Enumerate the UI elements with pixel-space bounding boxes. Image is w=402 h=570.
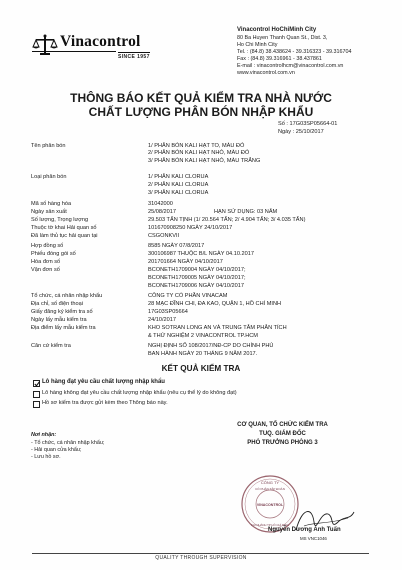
label-contract: Hợp đồng số <box>31 243 64 249</box>
label-sampling-location: Địa điểm lấy mẫu kiểm tra <box>31 325 96 331</box>
check-icon <box>34 381 40 387</box>
fertilizer-type-3: 3/ PHÂN KALI CLORUA <box>148 190 209 196</box>
label-sampling-date: Ngày lấy mẫu kiểm tra <box>31 317 87 323</box>
label-invoice: Hóa đơn số <box>31 259 61 265</box>
address: 28 MẠC ĐĨNH CHI, ĐA KAO, QUẬN 1, HỒ CHÍ MINH <box>148 301 282 307</box>
seal-ring-mid: CỔ PHẦN TẬP ĐOÀN <box>255 487 285 491</box>
label-quantity: Số lượng, Trọng lượng <box>31 217 89 223</box>
fertilizer-name-2: 2/ PHÂN BÓN KALI HẠT NHỎ, MÀU ĐỎ <box>148 150 250 156</box>
label-production-date: Ngày sản xuất <box>31 209 67 215</box>
label-bill-of-lading: Vận đơn số <box>31 267 60 273</box>
header-rule <box>32 51 116 52</box>
bill-of-lading-3: BCONETH1709006 NGÀY 04/10/2017 <box>148 283 244 289</box>
customs-office: CSGONKVII <box>148 233 180 239</box>
label-customs-office: Đã làm thủ tục hải quan tại <box>31 233 98 239</box>
result-pass-checkbox[interactable] <box>33 380 40 387</box>
label-importer: Tổ chức, cá nhân nhập khẩu <box>31 293 103 299</box>
recipient-1: - Tổ chức, cá nhân nhập khẩu; <box>31 440 105 446</box>
result-fail-label: Lô hàng không đạt yêu cầu chất lượng nhập khẩu (nêu cụ thể lý do không đạt) <box>42 390 237 396</box>
sampling-location-2: & THỬ NGHIỆM 2 VINACONTROL TP.HCM <box>148 333 258 339</box>
company-address-2: Ho Chi Minh City <box>237 42 278 48</box>
brand-since: SINCE 1957 <box>118 54 150 60</box>
footer-rule <box>32 553 369 554</box>
seal-center: CHI NHÁNH TP HỒ CHÍ MINH <box>250 523 290 527</box>
footer-slogan: QUALITY THROUGH SUPERVISION <box>155 555 247 561</box>
brand-name: Vinacontrol <box>60 33 141 50</box>
hs-code: 31042000 <box>148 201 173 207</box>
vinacontrol-logo-icon <box>32 34 58 56</box>
recipient-2: - Hải quan cửa khẩu; <box>31 447 82 453</box>
company-name: Vinacontrol HoChiMinh City <box>237 27 317 33</box>
invoice: 201701664 NGÀY 04/10/2017 <box>148 259 223 265</box>
result-dossier-label: Hồ sơ kiểm tra được gửi kèm theo Thông báo này. <box>42 400 168 406</box>
signatory-line-2: TUQ. GIÁM ĐỐC <box>259 431 306 437</box>
company-address-1: 80 Ba Huyen Thanh Quan St., Dist. 3, <box>237 35 328 41</box>
fertilizer-type-1: 1/ PHÂN KALI CLORUA <box>148 174 209 180</box>
label-legal-basis: Căn cứ kiểm tra <box>31 343 71 349</box>
signatory-org: CƠ QUAN, TỔ CHỨC KIỂM TRA <box>237 422 328 428</box>
document-number: Số : 17G03SP05664-01 <box>278 121 338 127</box>
importer: CÔNG TY CỔ PHẦN VINACAM <box>148 293 228 299</box>
recipients-heading: Nơi nhận: <box>31 432 57 438</box>
production-date: 25/08/2017 <box>148 209 176 215</box>
label-hs-code: Mã số hàng hóa <box>31 201 72 207</box>
result-pass-label: Lô hàng đạt yêu cầu chất lượng nhập khẩu <box>42 379 165 385</box>
label-fertilizer-type: Loại phân bón <box>31 174 67 180</box>
fertilizer-name-1: 1/ PHÂN BÓN KALI HẠT TO, MÀU ĐỎ <box>148 143 245 149</box>
label-fertilizer-name: Tên phân bón <box>31 143 66 149</box>
signatory-line-3: PHÓ TRƯỞNG PHÒNG 3 <box>247 440 318 446</box>
bill-of-lading-1: BCONETH1709004 NGÀY 04/10/2017; <box>148 267 246 273</box>
document-title-line-2: CHẤT LƯỢNG PHÂN BÓN NHẬP KHẨU <box>88 105 314 119</box>
seal-ring-bottom: VINACONTROL <box>256 503 284 507</box>
company-tel: Tel. : (84.8) 38.438624 - 39.316323 - 39.316704 <box>237 49 352 55</box>
result-dossier-checkbox[interactable] <box>33 401 40 408</box>
legal-basis-1: NGHỊ ĐỊNH SỐ 108/2017/NĐ-CP DO CHÍNH PHỦ <box>148 343 274 349</box>
signatory-ms: MS VNC1046 <box>300 536 327 541</box>
recipient-3: - Lưu hồ sơ. <box>31 454 61 460</box>
seal-ring-top: CÔNG TY <box>260 480 280 485</box>
company-fax: Fax : (84.8) 39.316961 - 38.437861 <box>237 56 322 62</box>
fertilizer-type-2: 2/ PHÂN KALI CLORUA <box>148 182 209 188</box>
customs-declaration: 101670908250 NGÀY 24/10/2017 <box>148 225 233 231</box>
company-web: www.vinacontrol.com.vn <box>237 70 295 76</box>
document-title-line-1: THÔNG BÁO KẾT QUẢ KIỂM TRA NHÀ NƯỚC <box>70 91 332 105</box>
label-address: Địa chỉ, số điện thoại <box>31 301 83 307</box>
result-title: KẾT QUẢ KIỂM TRA <box>161 364 241 373</box>
signatory-name: Nguyễn Dương Anh Tuấn <box>268 527 341 533</box>
sampling-date: 24/10/2017 <box>148 317 176 323</box>
label-customs-declaration: Thuộc tờ khai Hải quan số <box>31 225 97 231</box>
company-email: E-mail : vinacontrolhcm@vinacontrol.com.vn <box>237 63 344 69</box>
sampling-location-1: KHO SOTRAN LONG AN VÀ TRUNG TÂM PHÂN TÍCH <box>148 325 287 331</box>
contract: 8585 NGÀY 07/8/2017 <box>148 243 205 249</box>
bill-of-lading-2: BCONETH1709005 NGÀY 04/10/2017; <box>148 275 246 281</box>
label-registration: Giấy đăng ký kiểm tra số <box>31 309 93 315</box>
packing-list: 300106987 THUỘC B/L NGÀY 04.10.2017 <box>148 251 254 257</box>
label-packing-list: Phiếu đóng gói số <box>31 251 76 257</box>
document-date: Ngày : 25/10/2017 <box>278 129 324 135</box>
expiry: HẠN SỬ DỤNG: 03 NĂM <box>214 209 278 215</box>
result-fail-checkbox[interactable] <box>33 391 40 398</box>
quantity: 29.503 TẤN TỊNH (1/ 20.564 TẤN; 2/ 4.904 TẤN; 3/ 4.035 TẤN) <box>148 217 306 223</box>
registration: 17G03SP05664 <box>148 309 188 315</box>
legal-basis-2: BAN HÀNH NGÀY 20 THÁNG 9 NĂM 2017. <box>148 351 258 357</box>
fertilizer-name-3: 3/ PHÂN BÓN KALI HẠT NHỎ, MÀU TRẮNG <box>148 158 261 164</box>
